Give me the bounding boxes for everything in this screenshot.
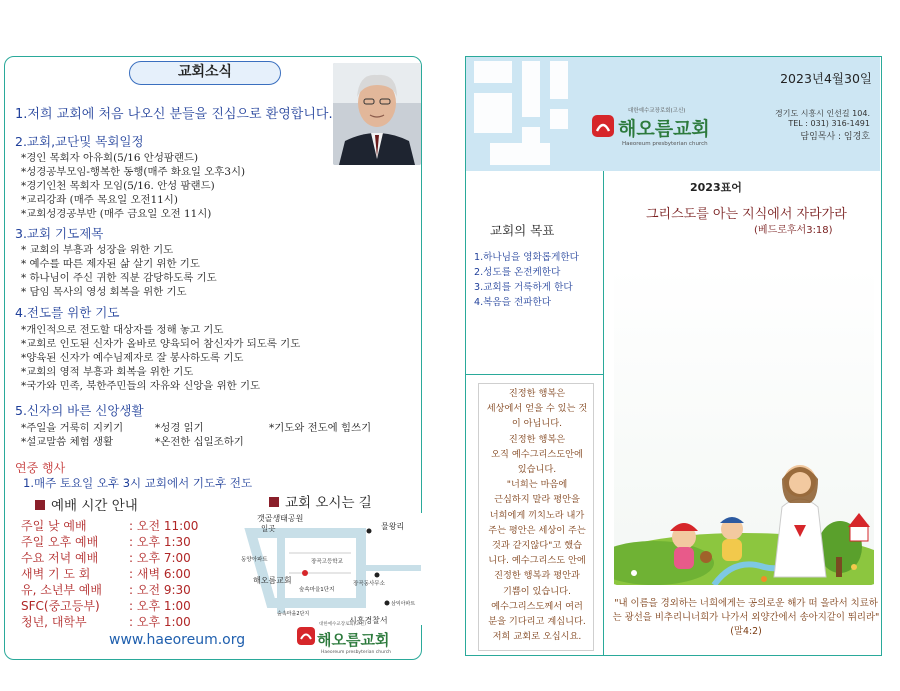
faith-life-heading: 5.신자의 바른 신앙생활 [15,403,144,418]
svg-text:물왕리: 물왕리 [381,522,405,531]
annual-event-item: 1.매주 토요일 오후 3시 교회에서 기도후 전도 [23,476,253,490]
worship-row: 새벽 기 도 회 : 새벽 6:00 [21,567,191,581]
list-item: *경기인천 목회자 모임(5/16. 안성 팜랜드) [21,180,215,192]
svg-text:장곡고등학교: 장곡고등학교 [311,559,343,565]
goals-title: 교회의 목표 [490,223,555,238]
directions-map [241,513,423,625]
goal-item: 3.교회를 거룩하게 한다 [474,282,573,293]
list-item: *양육된 신자가 예수님제자로 잘 봉사하도록 기도 [21,352,244,364]
svg-text:숲속마을2단지: 숲속마을2단지 [277,611,310,617]
year-motto-heading: 2023표어 [690,181,742,194]
worship-row: 청년, 대학부 : 오후 1:00 [21,615,191,629]
svg-text:Haeoreum presbyterian church: Haeoreum presbyterian church [321,650,392,655]
list-item: *성경공부모임-행복한 동행(매주 화요일 오후3시) [21,166,246,178]
goal-item: 2.성도를 온전케한다 [474,267,561,278]
list-item: * 예수를 따른 제자된 삶 살기 위한 기도 [21,258,200,270]
svg-text:숲속마을1단지: 숲속마을1단지 [299,587,335,593]
list-item: * 교회의 부흥과 성장을 위한 기도 [21,244,174,256]
directions-heading: 교회 오시는 길 [269,491,372,511]
bulletin-date: 2023년4월30일 [780,71,872,86]
list-item: *교회로 인도된 신자가 올바로 양육되어 참신자가 되도록 기도 [21,338,301,350]
svg-text:시흥경찰서: 시흥경찰서 [349,616,388,625]
list-item: *교회성경공부반 (매주 금요일 오전 11시) [21,208,212,220]
svg-text:장곡동사무소: 장곡동사무소 [353,581,385,587]
header-banner [466,57,880,171]
list-item: *성경 읽기 [155,422,204,434]
svg-text:해오름교회: 해오름교회 [317,631,390,649]
church-logo [295,619,419,655]
worship-row: 주일 낮 예배 : 오전 11:00 [21,519,199,533]
schedule-heading: 2.교회,교단및 목회일정 [15,134,144,149]
list-item: *교리강좌 (매주 목요일 오전11시) [21,194,178,206]
square-bullet-icon [269,497,279,507]
prayer-heading: 3.교회 기도제목 [15,226,104,241]
list-item: *기도와 전도에 힘쓰기 [269,422,372,434]
news-title: 교회소식 [129,61,281,85]
svg-text:Haeoreum presbyterian church: Haeoreum presbyterian church [622,141,708,147]
list-item: * 하나님이 주신 귀한 직분 감당하도록 기도 [21,272,217,284]
year-motto: 그리스도를 아는 지식에서 자라가라 [646,207,847,222]
svg-text:동양아파트: 동양아파트 [241,557,268,563]
worship-row: 주일 오후 예배 : 오후 1:30 [21,535,191,549]
pastor-photo [333,63,421,165]
list-item: *설교말씀 체험 생활 [21,436,114,448]
jesus-children-illustration [614,267,874,585]
evangelism-heading: 4.전도를 위한 기도 [15,305,120,320]
goal-item: 4.복음을 전파한다 [474,297,552,308]
true-happiness-box [466,375,604,655]
list-item: *개인적으로 전도할 대상자를 정해 놓고 기도 [21,324,224,336]
happiness-message: 진정한 행복은 세상에서 얻을 수 있는 것 이 아닙니다. 진정한 행복은 오직 예수그리스도안에 있습니다. "너희는 마음에 근심하지 말라 평안을 너희에게 끼치노라 내가 주는 평안은 세상이 주는 것과 같지않다"고 했습 니다. 예수그리스도 안에 진정한 행복과 평안과 기쁨이 있습니다. 예수그리스도께서 여러 분을 기다리고 계십니다. 저희 교회로 오십시요. [486,388,588,643]
bible-verse: "내 이름을 경외하는 너희에게는 공의로운 해가 떠 올라서 치료하는 광선을 비추리니너희가 나가서 외양간에서 송아지같이 뛰리라"(말4:2) [612,598,880,637]
worship-row: 유, 소년부 예배 : 오전 9:30 [21,583,191,597]
welcome-heading: 1.저희 교회에 처음 나오신 분들을 진심으로 환영합니다. [15,107,333,122]
svg-text:대한예수교장로회(고신): 대한예수교장로회(고신) [628,108,686,114]
list-item: *온전한 십일조하기 [155,436,244,448]
website-link[interactable]: www.haeoreum.org [109,632,246,648]
pastor-name: 담임목사 : 임경호 [800,132,870,142]
worship-row: 수요 저녁 예배 : 오후 7:00 [21,551,191,565]
svg-text:삼익아파트: 삼익아파트 [391,601,416,607]
list-item: *교회의 영적 부흥과 회복을 위한 기도 [21,366,194,378]
goal-item: 1.하나님을 영화롭게한다 [474,252,579,263]
list-item: *국가와 민족, 북한주민들의 자유와 신앙을 위한 기도 [21,380,261,392]
svg-text:해오름교회: 해오름교회 [253,576,292,585]
bulletin-cover-panel [465,56,882,656]
church-address: 경기도 시흥시 인선길 104. TEL : 031) 316-1491 [775,109,870,128]
svg-text:대한예수교장로회(고신): 대한예수교장로회(고신) [319,622,366,627]
worship-row: SFC(중고등부) : 오후 1:00 [21,599,191,613]
annual-event-heading: 연중 행사 [15,461,66,475]
list-item: *경인 목회자 아유회(5/16 안성팜랜드) [21,152,199,164]
motto-reference: (베드로후서3:18) [754,225,833,236]
svg-text:갯골생태공원: 갯골생태공원 [257,514,304,523]
list-item: * 담임 목사의 영성 회복을 위한 기도 [21,286,187,298]
church-logo [590,105,752,147]
worship-times-heading: 예배 시간 안내 [35,494,138,514]
svg-text:일곳: 일곳 [261,524,276,533]
svg-text:해오름교회: 해오름교회 [618,118,710,140]
square-bullet-icon [35,500,45,510]
church-goals-box [466,171,604,375]
list-item: *주일을 거룩히 지키기 [21,422,124,434]
church-news-panel [4,56,422,660]
